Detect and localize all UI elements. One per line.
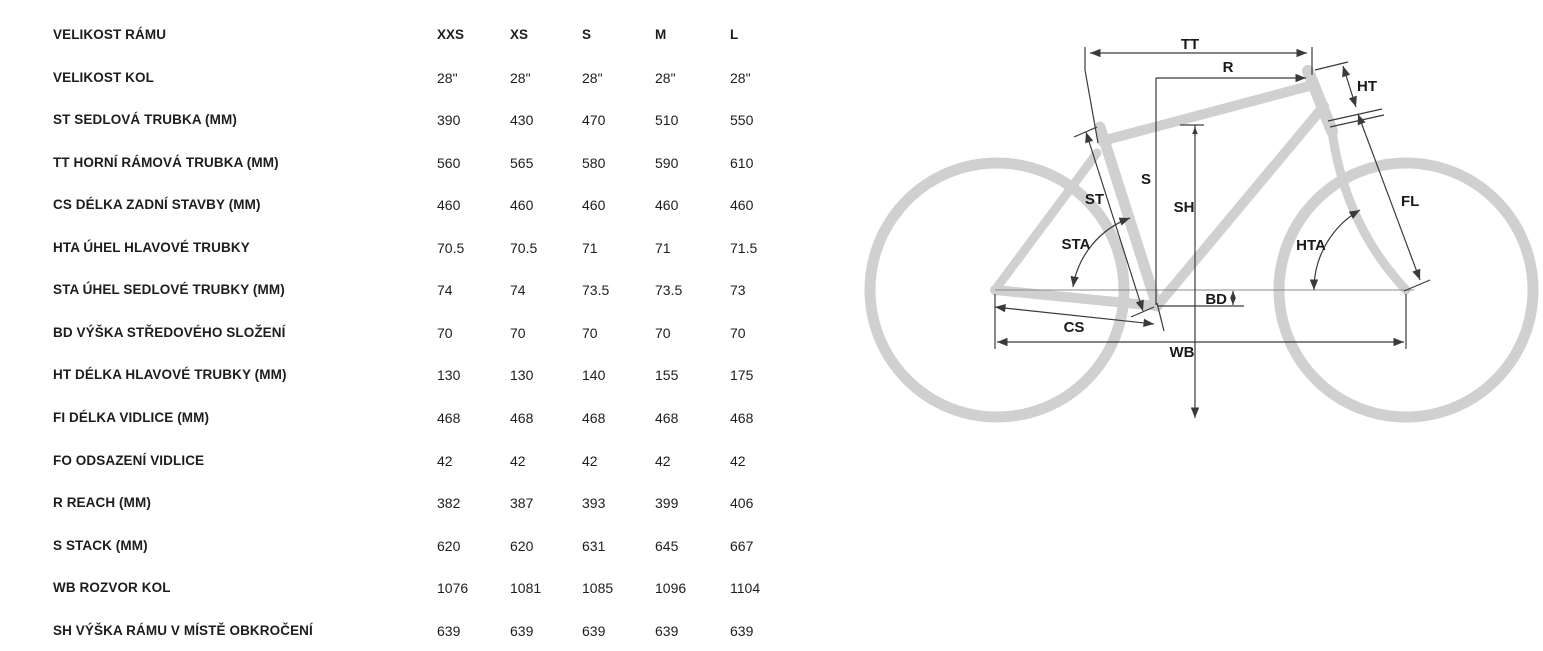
row-label: CS DÉLKA ZADNÍ STAVBY (MM)	[53, 197, 261, 213]
cell-value: 28"	[437, 69, 458, 86]
cell-value: 590	[655, 154, 679, 171]
cell-value: 620	[437, 537, 461, 554]
cell-value: 42	[730, 452, 746, 469]
cell-value: 70.5	[437, 239, 465, 256]
cell-value: 42	[582, 452, 598, 469]
cell-value: 28"	[582, 69, 603, 86]
cell-value: 155	[655, 367, 679, 384]
cell-value: 565	[510, 154, 534, 171]
cell-value: 460	[730, 197, 754, 214]
cell-value: 74	[510, 282, 526, 299]
cell-value: 70	[730, 324, 746, 341]
cell-value: 550	[730, 112, 754, 129]
cell-value: 645	[655, 537, 679, 554]
row-label: R REACH (MM)	[53, 495, 151, 511]
cell-value: 74	[437, 282, 453, 299]
cell-value: 468	[655, 409, 679, 426]
cell-value: 1076	[437, 580, 469, 597]
cell-value: 42	[437, 452, 453, 469]
wb-label: WB	[1169, 344, 1195, 361]
row-label: FI DÉLKA VIDLICE (MM)	[53, 409, 210, 425]
cell-value: 1104	[730, 580, 761, 597]
ht-label: HT	[1357, 78, 1377, 95]
cell-value: 639	[730, 622, 754, 639]
row-label: HTA ÚHEL HLAVOVÉ TRUBKY	[53, 239, 250, 255]
cell-value: 28"	[655, 69, 676, 86]
s-label: S	[1140, 171, 1152, 188]
sh-label: SH	[1173, 199, 1195, 216]
tt-label: TT	[1180, 36, 1200, 53]
cell-value: 1085	[582, 580, 614, 597]
fork-tube	[1332, 131, 1406, 290]
cell-value: 1081	[510, 580, 542, 597]
cell-value: 73	[730, 282, 746, 299]
cell-value: 468	[437, 409, 461, 426]
cell-value: 560	[437, 154, 461, 171]
size-column-header: L	[730, 27, 739, 42]
cell-value: 71	[655, 239, 671, 256]
cell-value: 1096	[655, 580, 687, 597]
cell-value: 390	[437, 112, 461, 129]
cell-value: 639	[510, 622, 534, 639]
cell-value: 667	[730, 537, 754, 554]
cell-value: 631	[582, 537, 606, 554]
cell-value: 382	[437, 495, 461, 512]
cell-value: 639	[582, 622, 606, 639]
row-label: BD VÝŠKA STŘEDOVÉHO SLOŽENÍ	[53, 324, 286, 340]
cell-value: 70	[437, 324, 453, 341]
cell-value: 70	[655, 324, 671, 341]
size-column-header: XXS	[437, 27, 465, 42]
row-label: VELIKOST RÁMU	[53, 27, 167, 42]
r-label: R	[1222, 59, 1234, 76]
fl-label: FL	[1401, 193, 1420, 210]
cell-value: 28"	[510, 69, 531, 86]
cell-value: 393	[582, 495, 606, 512]
r-dimension	[1156, 59, 1306, 78]
cell-value: 406	[730, 495, 754, 512]
cell-value: 70	[582, 324, 598, 341]
cell-value: 140	[582, 367, 606, 384]
cell-value: 639	[655, 622, 679, 639]
cell-value: 28"	[730, 69, 751, 86]
cell-value: 620	[510, 537, 534, 554]
frame-tubes	[995, 71, 1406, 306]
cell-value: 175	[730, 367, 754, 384]
cell-value: 580	[582, 154, 606, 171]
row-label: SH VÝŠKA RÁMU V MÍSTĚ OBKROČENÍ	[53, 622, 313, 638]
row-label: ST SEDLOVÁ TRUBKA (MM)	[53, 112, 237, 128]
cell-value: 468	[582, 409, 606, 426]
cell-value: 130	[437, 367, 461, 384]
size-column-header: M	[655, 27, 667, 42]
row-label: VELIKOST KOL	[53, 69, 154, 85]
cell-value: 387	[510, 495, 534, 512]
cell-value: 71.5	[730, 239, 758, 256]
row-label: WB ROZVOR KOL	[53, 580, 171, 596]
cell-value: 460	[510, 197, 534, 214]
cs-label: CS	[1063, 319, 1085, 336]
row-label: TT HORNÍ RÁMOVÁ TRUBKA (MM)	[53, 154, 279, 170]
cell-value: 73.5	[582, 282, 610, 299]
cell-value: 460	[655, 197, 679, 214]
cell-value: 42	[510, 452, 526, 469]
size-column-header: S	[582, 27, 592, 42]
cell-value: 73.5	[655, 282, 683, 299]
row-label: S STACK (MM)	[53, 537, 148, 553]
cell-value: 468	[510, 409, 534, 426]
hta-dimension	[1296, 210, 1360, 290]
wb-dimension	[997, 342, 1404, 361]
cell-value: 399	[655, 495, 679, 512]
row-label: FO ODSAZENÍ VIDLICE	[53, 452, 205, 468]
cell-value: 470	[582, 112, 606, 129]
cell-value: 70	[510, 324, 526, 341]
sta-label: STA	[1061, 236, 1091, 253]
cell-value: 460	[437, 197, 461, 214]
size-column-header: XS	[510, 27, 529, 42]
top-tube	[1102, 85, 1313, 141]
cell-value: 639	[437, 622, 461, 639]
chainstay-tube	[995, 290, 1157, 306]
cell-value: 460	[582, 197, 606, 214]
cell-value: 430	[510, 112, 534, 129]
st-label: ST	[1084, 191, 1104, 208]
cell-value: 468	[730, 409, 754, 426]
cell-value: 42	[655, 452, 671, 469]
row-label: HT DÉLKA HLAVOVÉ TRUBKY (MM)	[53, 367, 287, 383]
cell-value: 70.5	[510, 239, 538, 256]
hta-label: HTA	[1296, 237, 1326, 254]
cell-value: 130	[510, 367, 534, 384]
fl-dimension	[1358, 114, 1430, 291]
row-label: STA ÚHEL SEDLOVÉ TRUBKY (MM)	[53, 282, 285, 298]
cell-value: 510	[655, 112, 679, 129]
cell-value: 610	[730, 154, 754, 171]
bd-label: BD	[1205, 291, 1227, 308]
cell-value: 71	[582, 239, 598, 256]
